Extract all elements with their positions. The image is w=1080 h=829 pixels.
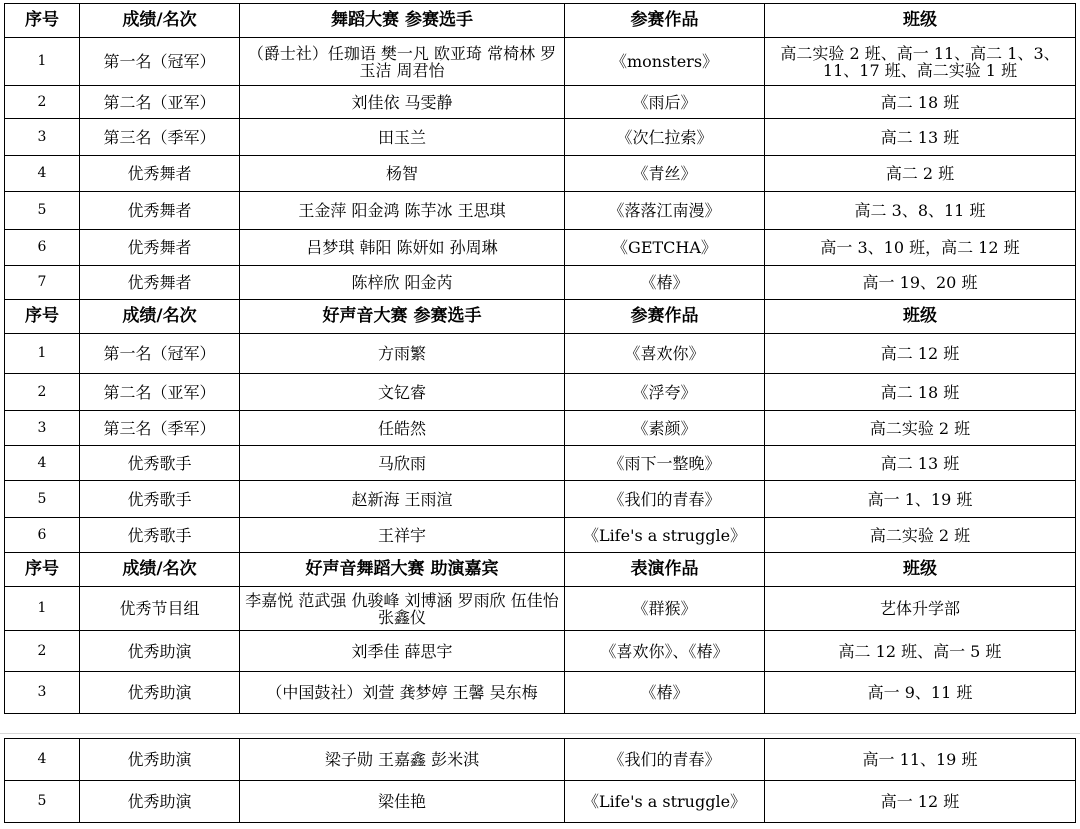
- cell-participants: 梁佳艳: [240, 781, 565, 823]
- cell-work: 《椿》: [565, 672, 765, 714]
- cell-class: 高一 1、19 班: [765, 481, 1076, 518]
- section-header-row: [5, 553, 1076, 587]
- header-rank: 成绩/名次: [80, 4, 240, 38]
- table-row: [5, 781, 1076, 823]
- cell-no: 6: [5, 230, 80, 266]
- cell-no: 6: [5, 518, 80, 553]
- cell-no: 7: [5, 266, 80, 300]
- cell-participants: 王金萍 阳金鸿 陈芋冰 王思琪: [240, 192, 565, 230]
- header-rank: 成绩/名次: [80, 300, 240, 334]
- table-row: [5, 481, 1076, 518]
- cell-class: 高二 18 班: [765, 374, 1076, 411]
- header-participants: 舞蹈大赛 参赛选手: [240, 4, 565, 38]
- cell-class: 高二实验 2 班: [765, 411, 1076, 446]
- cell-rank: 第三名（季军）: [80, 119, 240, 156]
- table-row: [5, 334, 1076, 374]
- cell-no: 3: [5, 119, 80, 156]
- cell-participants: 杨智: [240, 156, 565, 192]
- cell-no: 5: [5, 481, 80, 518]
- cell-participants: 梁子勋 王嘉鑫 彭米淇: [240, 739, 565, 781]
- cell-no: 5: [5, 192, 80, 230]
- table-row: [5, 192, 1076, 230]
- cell-no: 4: [5, 739, 80, 781]
- cell-work: 《雨下一整晚》: [565, 446, 765, 481]
- header-participants: 好声音大赛 参赛选手: [240, 300, 565, 334]
- cell-work: 《浮夸》: [565, 374, 765, 411]
- cell-class: 高一 12 班: [765, 781, 1076, 823]
- cell-participants: 任皓然: [240, 411, 565, 446]
- table-row: [5, 518, 1076, 553]
- header-class: 班级: [765, 553, 1076, 587]
- table-row: [5, 230, 1076, 266]
- cell-work: 《素颜》: [565, 411, 765, 446]
- cell-participants: 田玉兰: [240, 119, 565, 156]
- cell-participants: 刘季佳 薛思宇: [240, 631, 565, 672]
- page-break-line: [0, 733, 1080, 734]
- header-rank: 成绩/名次: [80, 553, 240, 587]
- header-no: 序号: [5, 4, 80, 38]
- cell-no: 1: [5, 38, 80, 86]
- cell-class: 高二 3、8、11 班: [765, 192, 1076, 230]
- cell-class: 高一 19、20 班: [765, 266, 1076, 300]
- cell-no: 2: [5, 86, 80, 119]
- cell-rank: 第二名（亚军）: [80, 374, 240, 411]
- cell-rank: 优秀舞者: [80, 230, 240, 266]
- cell-class: 高二 12 班: [765, 334, 1076, 374]
- cell-work: 《喜欢你》、《椿》: [565, 631, 765, 672]
- results-table-continued: [4, 738, 1076, 823]
- cell-class: 高一 11、19 班: [765, 739, 1076, 781]
- cell-participants: 赵新海 王雨渲: [240, 481, 565, 518]
- cell-work: 《次仁拉索》: [565, 119, 765, 156]
- cell-class: 高二 18 班: [765, 86, 1076, 119]
- cell-rank: 优秀助演: [80, 672, 240, 714]
- cell-no: 4: [5, 156, 80, 192]
- cell-work: 《落落江南漫》: [565, 192, 765, 230]
- cell-participants: 陈梓欣 阳金芮: [240, 266, 565, 300]
- section-header-row: [5, 4, 1076, 38]
- cell-no: 3: [5, 672, 80, 714]
- cell-class: 高二实验 2 班: [765, 518, 1076, 553]
- cell-work: 《群猴》: [565, 587, 765, 631]
- table-row: [5, 119, 1076, 156]
- table-row: [5, 672, 1076, 714]
- cell-participants: 王祥宇: [240, 518, 565, 553]
- cell-participants: 方雨繁: [240, 334, 565, 374]
- cell-no: 2: [5, 374, 80, 411]
- cell-rank: 优秀歌手: [80, 481, 240, 518]
- cell-work: 《椿》: [565, 266, 765, 300]
- table-row: [5, 86, 1076, 119]
- table-row: [5, 38, 1076, 86]
- cell-class: 高二 13 班: [765, 446, 1076, 481]
- table-row: [5, 631, 1076, 672]
- cell-rank: 优秀助演: [80, 781, 240, 823]
- cell-rank: 第三名（季军）: [80, 411, 240, 446]
- cell-class: 高二 13 班: [765, 119, 1076, 156]
- table-row: [5, 587, 1076, 631]
- header-participants: 好声音舞蹈大赛 助演嘉宾: [240, 553, 565, 587]
- cell-no: 3: [5, 411, 80, 446]
- header-no: 序号: [5, 300, 80, 334]
- cell-work: 《monsters》: [565, 38, 765, 86]
- header-work: 表演作品: [565, 553, 765, 587]
- results-table: [4, 3, 1076, 714]
- cell-work: 《我们的青春》: [565, 481, 765, 518]
- cell-no: 1: [5, 587, 80, 631]
- table-row: [5, 374, 1076, 411]
- table-row: [5, 446, 1076, 481]
- cell-class: 高二 2 班: [765, 156, 1076, 192]
- cell-work: 《GETCHA》: [565, 230, 765, 266]
- cell-no: 2: [5, 631, 80, 672]
- cell-work: 《Life's a struggle》: [565, 518, 765, 553]
- cell-no: 4: [5, 446, 80, 481]
- header-class: 班级: [765, 300, 1076, 334]
- header-class: 班级: [765, 4, 1076, 38]
- table-row: [5, 411, 1076, 446]
- cell-participants: （中国鼓社）刘萱 龚梦婷 王馨 吴东梅: [240, 672, 565, 714]
- cell-work: 《喜欢你》: [565, 334, 765, 374]
- cell-rank: 优秀歌手: [80, 446, 240, 481]
- cell-participants: （爵士社）任珈语 樊一凡 欧亚琦 常椅林 罗玉洁 周君怡: [240, 38, 565, 86]
- cell-participants: 李嘉悦 范武强 仇骏峰 刘博涵 罗雨欣 伍佳怡 张鑫仪: [240, 587, 565, 631]
- cell-rank: 优秀助演: [80, 739, 240, 781]
- cell-rank: 第一名（冠军）: [80, 334, 240, 374]
- cell-rank: 第一名（冠军）: [80, 38, 240, 86]
- table-row: [5, 156, 1076, 192]
- cell-rank: 第二名（亚军）: [80, 86, 240, 119]
- cell-class: 艺体升学部: [765, 587, 1076, 631]
- cell-rank: 优秀歌手: [80, 518, 240, 553]
- header-work: 参赛作品: [565, 4, 765, 38]
- header-work: 参赛作品: [565, 300, 765, 334]
- cell-class: 高二 12 班、高一 5 班: [765, 631, 1076, 672]
- cell-rank: 优秀节目组: [80, 587, 240, 631]
- cell-class: 高二实验 2 班、高一 11、高二 1、3、11、17 班、高二实验 1 班: [765, 38, 1076, 86]
- cell-work: 《Life's a struggle》: [565, 781, 765, 823]
- cell-participants: 吕梦琪 韩阳 陈妍如 孙周琳: [240, 230, 565, 266]
- header-no: 序号: [5, 553, 80, 587]
- cell-class: 高一 3、10 班，高二 12 班: [765, 230, 1076, 266]
- cell-participants: 刘佳依 马雯静: [240, 86, 565, 119]
- cell-rank: 优秀助演: [80, 631, 240, 672]
- cell-no: 5: [5, 781, 80, 823]
- cell-rank: 优秀舞者: [80, 266, 240, 300]
- cell-work: 《雨后》: [565, 86, 765, 119]
- table-row: [5, 739, 1076, 781]
- table-row: [5, 266, 1076, 300]
- section-header-row: [5, 300, 1076, 334]
- cell-rank: 优秀舞者: [80, 192, 240, 230]
- cell-rank: 优秀舞者: [80, 156, 240, 192]
- cell-no: 1: [5, 334, 80, 374]
- cell-work: 《青丝》: [565, 156, 765, 192]
- cell-participants: 文钇睿: [240, 374, 565, 411]
- cell-class: 高一 9、11 班: [765, 672, 1076, 714]
- cell-work: 《我们的青春》: [565, 739, 765, 781]
- cell-participants: 马欣雨: [240, 446, 565, 481]
